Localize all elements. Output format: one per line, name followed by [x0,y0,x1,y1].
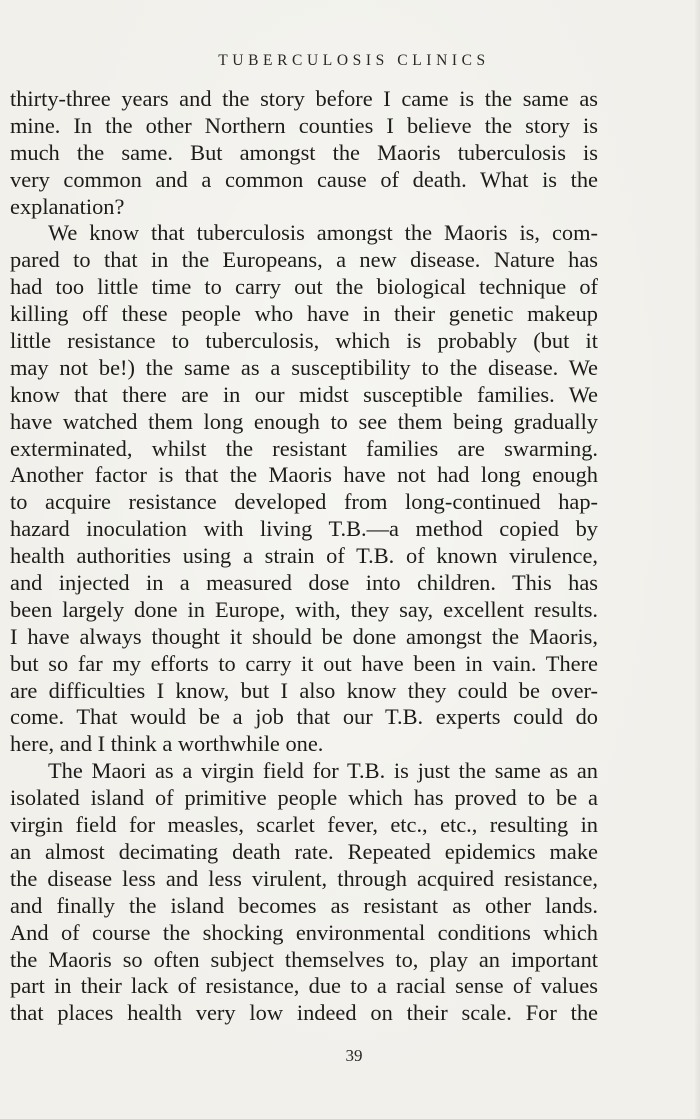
text-line: are difficulties I know, but I also know they could be over- [10,677,598,703]
body-text [10,86,598,1027]
text-line: know that there are in our midst susceptible families. We [10,381,598,407]
text-line: may not be!) the same as a susceptibility to the disease. We [10,354,598,380]
text-line: And of course the shocking environmental conditions which [10,919,598,945]
text-line: come. That would be a job that our T.B. experts could do [10,704,598,730]
text-line: been largely done in Europe, with, they say, excellent results. [10,596,598,622]
text-line: the Maoris so often subject themselves to, play an important [10,946,598,972]
text-line: the disease less and less virulent, through acquired resistance, [10,865,598,891]
text-line: pared to that in the Europeans, a new disease. Nature has [10,247,598,273]
text-line: part in their lack of resistance, due to a racial sense of values [10,973,598,999]
text-line: and finally the island becomes as resistant as other lands. [10,892,598,918]
text-line: to acquire resistance developed from long-continued hap- [10,489,598,515]
text-line: here, and I think a worthwhile one. [10,731,324,757]
text-line: virgin field for measles, scarlet fever, etc., etc., resulting in [10,812,598,838]
text-line: had too little time to carry out the biological technique of [10,274,598,300]
text-line: have watched them long enough to see them being gradually [10,408,598,434]
text-line: but so far my efforts to carry it out have been in vain. There [10,650,598,676]
text-line: hazard inoculation with living T.B.—a method copied by [10,516,598,542]
text-line: isolated island of primitive people which has proved to be a [10,785,598,811]
text-line: thirty-three years and the story before I came is the same as [10,86,598,111]
text-line: an almost decimating death rate. Repeated epidemics make [10,838,598,864]
text-line: We know that tuberculosis amongst the Maoris is, com- [48,220,598,246]
page-edge-shadow [694,0,700,1119]
text-line: The Maori as a virgin field for T.B. is just the same as an [48,758,598,784]
text-line: Another factor is that the Maoris have not had long enough [10,462,598,488]
text-line: very common and a common cause of death. What is the [10,166,598,192]
text-line: killing off these people who have in their genetic makeup [10,301,598,327]
text-line: I have always thought it should be done amongst the Maoris, [10,623,598,649]
text-line: and injected in a measured dose into children. This has [10,570,598,596]
text-line: that places health very low indeed on their scale. For the [10,1000,598,1026]
text-line: health authorities using a strain of T.B. of known virulence, [10,543,598,569]
running-header: TUBERCULOSIS CLINICS [218,52,490,69]
text-line: explanation? [10,193,125,219]
text-line: little resistance to tuberculosis, which is probably (but it [10,328,598,354]
text-line: mine. In the other Northern counties I believe the story is [10,112,598,138]
text-line: exterminated, whilst the resistant families are swarming. [10,435,598,461]
page-number: 39 [345,1046,363,1065]
text-line: much the same. But amongst the Maoris tuberculosis is [10,139,598,165]
